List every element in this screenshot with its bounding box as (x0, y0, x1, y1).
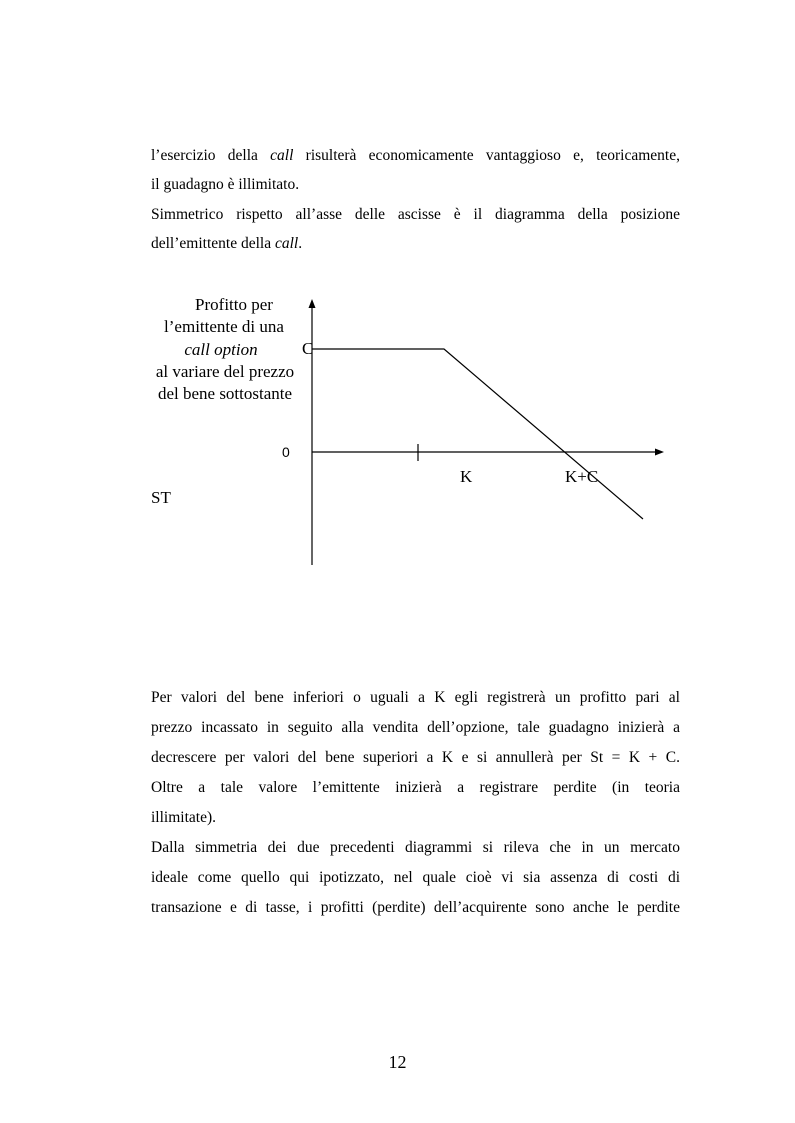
paragraph-2-line-3: decrescere per valori del bene superiori a K e si annullerà per St = K + C. (151, 749, 680, 766)
page-number: 12 (388, 1052, 407, 1072)
paragraph-2-line-5: illimitate). (151, 809, 216, 826)
x-axis-arrow (655, 449, 664, 456)
label-st: ST (151, 488, 171, 507)
paragraph-3-line-2: ideale come quello qui ipotizzato, nel quale cioè vi sia assenza di costi di (151, 869, 680, 886)
label-c: C (302, 339, 314, 358)
paragraph-3-line-3: transazione e di tasse, i profitti (perdite) dell’acquirente sono anche le perdite (151, 899, 680, 916)
paragraph-2-line-2: prezzo incassato in seguito alla vendita dell’opzione, tale guadagno inizierà a (151, 719, 680, 736)
paragraph-2-line-1: Per valori del bene inferiori o uguali a K egli registrerà un profitto pari al (151, 689, 680, 706)
label-k: K (460, 467, 473, 486)
paragraph-2-line-4: Oltre a tale valore l’emittente inizierà a registrare perdite (in teoria (151, 779, 680, 796)
label-zero: 0 (282, 444, 290, 460)
paragraph-1-line-2: il guadagno è illimitato. (151, 176, 300, 193)
label-k-plus-c: K+C (565, 467, 599, 486)
diagram-caption-line-3: call option (184, 340, 258, 359)
diagram-caption-line-4: al variare del prezzo (155, 362, 295, 381)
diagram-caption-line-1: Profitto per (195, 295, 273, 314)
y-axis-arrow (309, 299, 316, 308)
paragraph-3-line-1: Dalla simmetria dei due precedenti diagrammi si rileva che in un mercato (151, 839, 680, 856)
diagram-caption-line-5: del bene sottostante (157, 384, 293, 403)
payoff-line (312, 349, 643, 519)
diagram-caption-line-2: l’emittente di una (164, 317, 284, 336)
paragraph-1-line-4: dell’emittente della call. (151, 235, 303, 252)
paragraph-1-line-3: Simmetrico rispetto all’asse delle ascisse è il diagramma della posizione (151, 206, 680, 223)
paragraph-1-line-1: l’esercizio della call risulterà economicamente vantaggioso e, teoricamente, (151, 147, 680, 164)
